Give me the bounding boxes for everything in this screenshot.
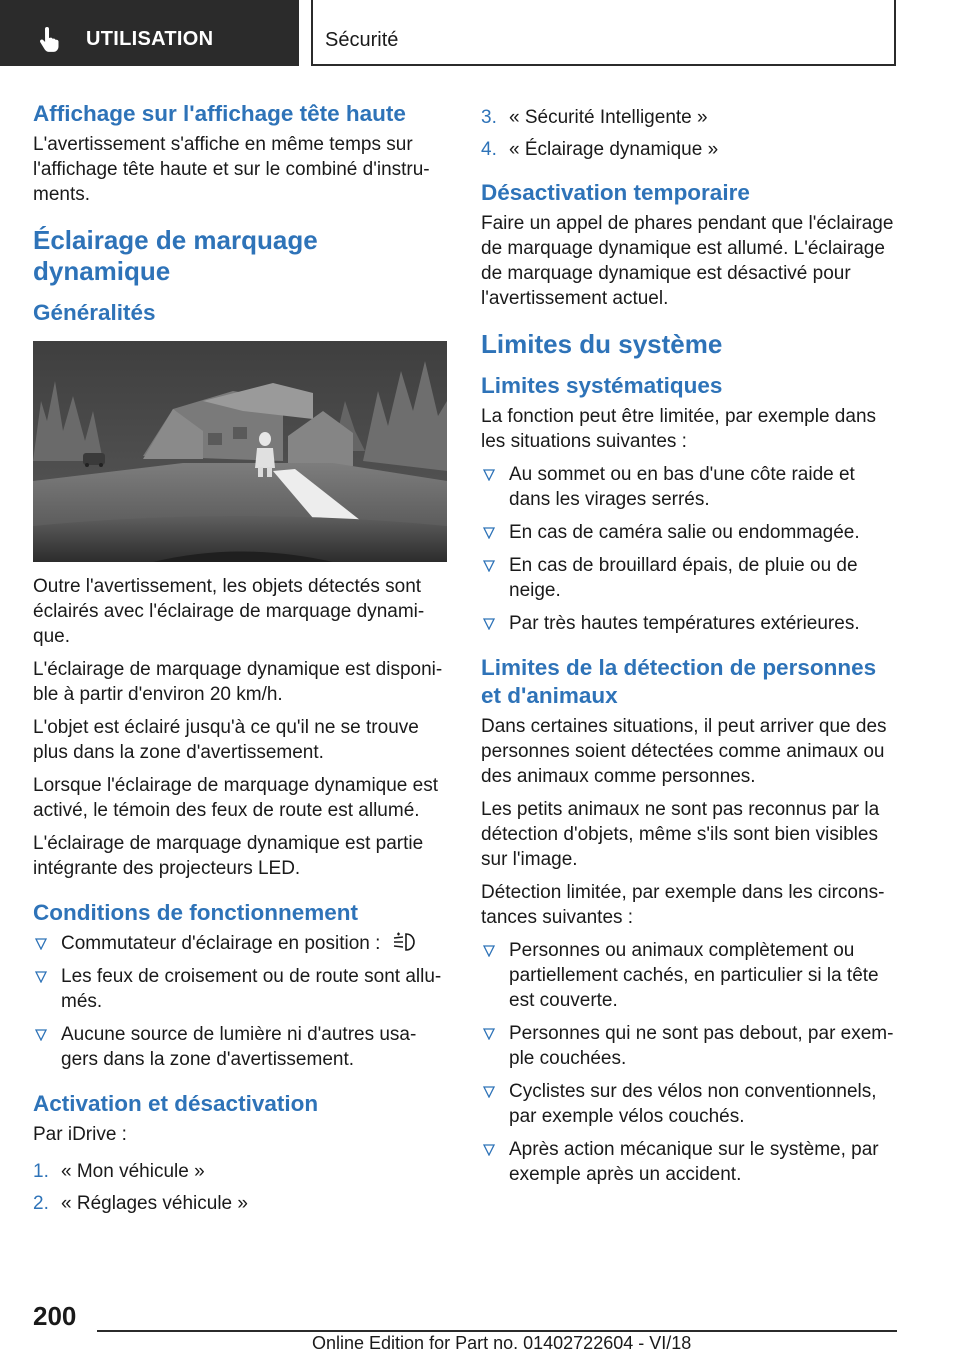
- night-road-illustration: [33, 341, 447, 562]
- chapter-tab: [0, 0, 299, 66]
- left-column: [33, 100, 447, 1223]
- triangle-bullet-icon: [35, 971, 47, 983]
- paragraph-desactivation: Faire un appel de phares pendant que l'éclairage de marquage dynamique est allumé. L'éclairage de marquage dynamique est désactivé pour l'avertissement actuel.: [481, 213, 894, 309]
- paragraph-idrive: Par iDrive :: [33, 1124, 127, 1145]
- headlight-auto-icon: [392, 931, 416, 953]
- heading-eclairage: Éclairage de marquage dynamique: [33, 225, 318, 286]
- steps-list-right: [481, 105, 896, 162]
- chapter-title: UTILISATION: [86, 28, 214, 50]
- heading-limites-systematiques: Limites systématiques: [481, 373, 723, 398]
- list-item: 2. « Réglages véhicule »: [33, 1193, 248, 1214]
- footer-divider: [97, 1330, 897, 1332]
- triangle-bullet-icon: [483, 945, 495, 957]
- heading-detection: Limites de la détection de personnes et d'animaux: [481, 655, 877, 708]
- triangle-bullet-icon: [35, 1029, 47, 1041]
- list-item: Au sommet ou en bas d'une côte raide et dans les virages serrés.: [481, 462, 896, 512]
- list-item: En cas de caméra salie ou endommagée.: [481, 520, 896, 545]
- triangle-bullet-icon: [483, 469, 495, 481]
- triangle-bullet-icon: [483, 527, 495, 539]
- triangle-bullet-icon: [483, 1028, 495, 1040]
- triangle-bullet-icon: [483, 1086, 495, 1098]
- edition-note: Online Edition for Part no. 01402722604 - VI/18: [312, 1333, 692, 1353]
- list-item: Personnes ou animaux complètement ou partiellement cachés, en particulier si la tête est couverte.: [481, 938, 896, 1013]
- section-title: Sécurité: [325, 29, 399, 51]
- paragraph-detection-2: Les petits animaux ne sont pas reconnus par la détection d'objets, même s'ils sont bien visibles sur l'image.: [481, 799, 880, 870]
- limites-list: [481, 462, 896, 636]
- triangle-bullet-icon: [483, 618, 495, 630]
- triangle-bullet-icon: [483, 560, 495, 572]
- paragraph-4: Lorsque l'éclairage de marquage dynamique est activé, le témoin des feux de route est allumé.: [33, 775, 438, 821]
- paragraph-5: L'éclairage de marquage dynamique est partie intégrante des projecteurs LED.: [33, 833, 424, 879]
- right-column: [481, 100, 896, 1195]
- list-item: 3. « Sécurité Intelligente »: [481, 107, 708, 128]
- list-item: 4. « Éclairage dynamique »: [481, 139, 719, 160]
- paragraph-detection-1: Dans certaines situations, il peut arriver que des personnes soient détectées comme animaux ou des animaux comme personnes.: [481, 716, 887, 787]
- list-item: Personnes qui ne sont pas debout, par exem-ple couchées.: [481, 1021, 896, 1071]
- heading-desactivation: Désactivation temporaire: [481, 180, 750, 205]
- detection-list: [481, 938, 896, 1187]
- section-tab: [311, 0, 896, 66]
- heading-generalites: Généralités: [33, 300, 156, 325]
- paragraph-1: Outre l'avertissement, les objets détectés sont éclairés avec l'éclairage de marquage dynami-que.: [33, 576, 425, 647]
- heading-conditions: Conditions de fonctionnement: [33, 900, 358, 925]
- list-item: Aucune source de lumière ni d'autres usa-gers dans la zone d'avertissement.: [33, 1022, 447, 1072]
- list-item: Cyclistes sur des vélos non conventionnels, par exemple vélos couchés.: [481, 1079, 896, 1129]
- triangle-bullet-icon: [35, 938, 47, 950]
- hand-pointer-icon: [36, 26, 64, 54]
- heading-limites: Limites du système: [481, 329, 723, 359]
- paragraph-2: L'éclairage de marquage dynamique est disponi-ble à partir d'environ 20 km/h.: [33, 659, 443, 705]
- list-item: 1. « Mon véhicule »: [33, 1161, 205, 1182]
- paragraph-3: L'objet est éclairé jusqu'à ce qu'il ne se trouve plus dans la zone d'avertissement.: [33, 717, 419, 763]
- page-header: [0, 0, 960, 66]
- list-item: Les feux de croisement ou de route sont allu-més.: [33, 964, 447, 1014]
- heading-hud: Affichage sur l'affichage tête haute: [33, 101, 406, 126]
- list-item: En cas de brouillard épais, de pluie ou de neige.: [481, 553, 896, 603]
- list-item: Après action mécanique sur le système, par exemple après un accident.: [481, 1137, 896, 1187]
- paragraph-hud: L'avertissement s'affiche en même temps sur l'affichage tête haute et sur le combiné d'instru-ments.: [33, 134, 430, 205]
- page-number: 200: [33, 1301, 77, 1331]
- triangle-bullet-icon: [483, 1144, 495, 1156]
- conditions-list: [33, 931, 447, 1072]
- steps-list-left: [33, 1159, 447, 1216]
- list-item: Commutateur d'éclairage en position :: [33, 931, 447, 956]
- heading-activation: Activation et désactivation: [33, 1091, 319, 1116]
- paragraph-limites: La fonction peut être limitée, par exemple dans les situations suivantes :: [481, 406, 877, 452]
- paragraph-detection-3: Détection limitée, par exemple dans les circons-tances suivantes :: [481, 882, 885, 928]
- list-item: Par très hautes températures extérieures.: [481, 611, 896, 636]
